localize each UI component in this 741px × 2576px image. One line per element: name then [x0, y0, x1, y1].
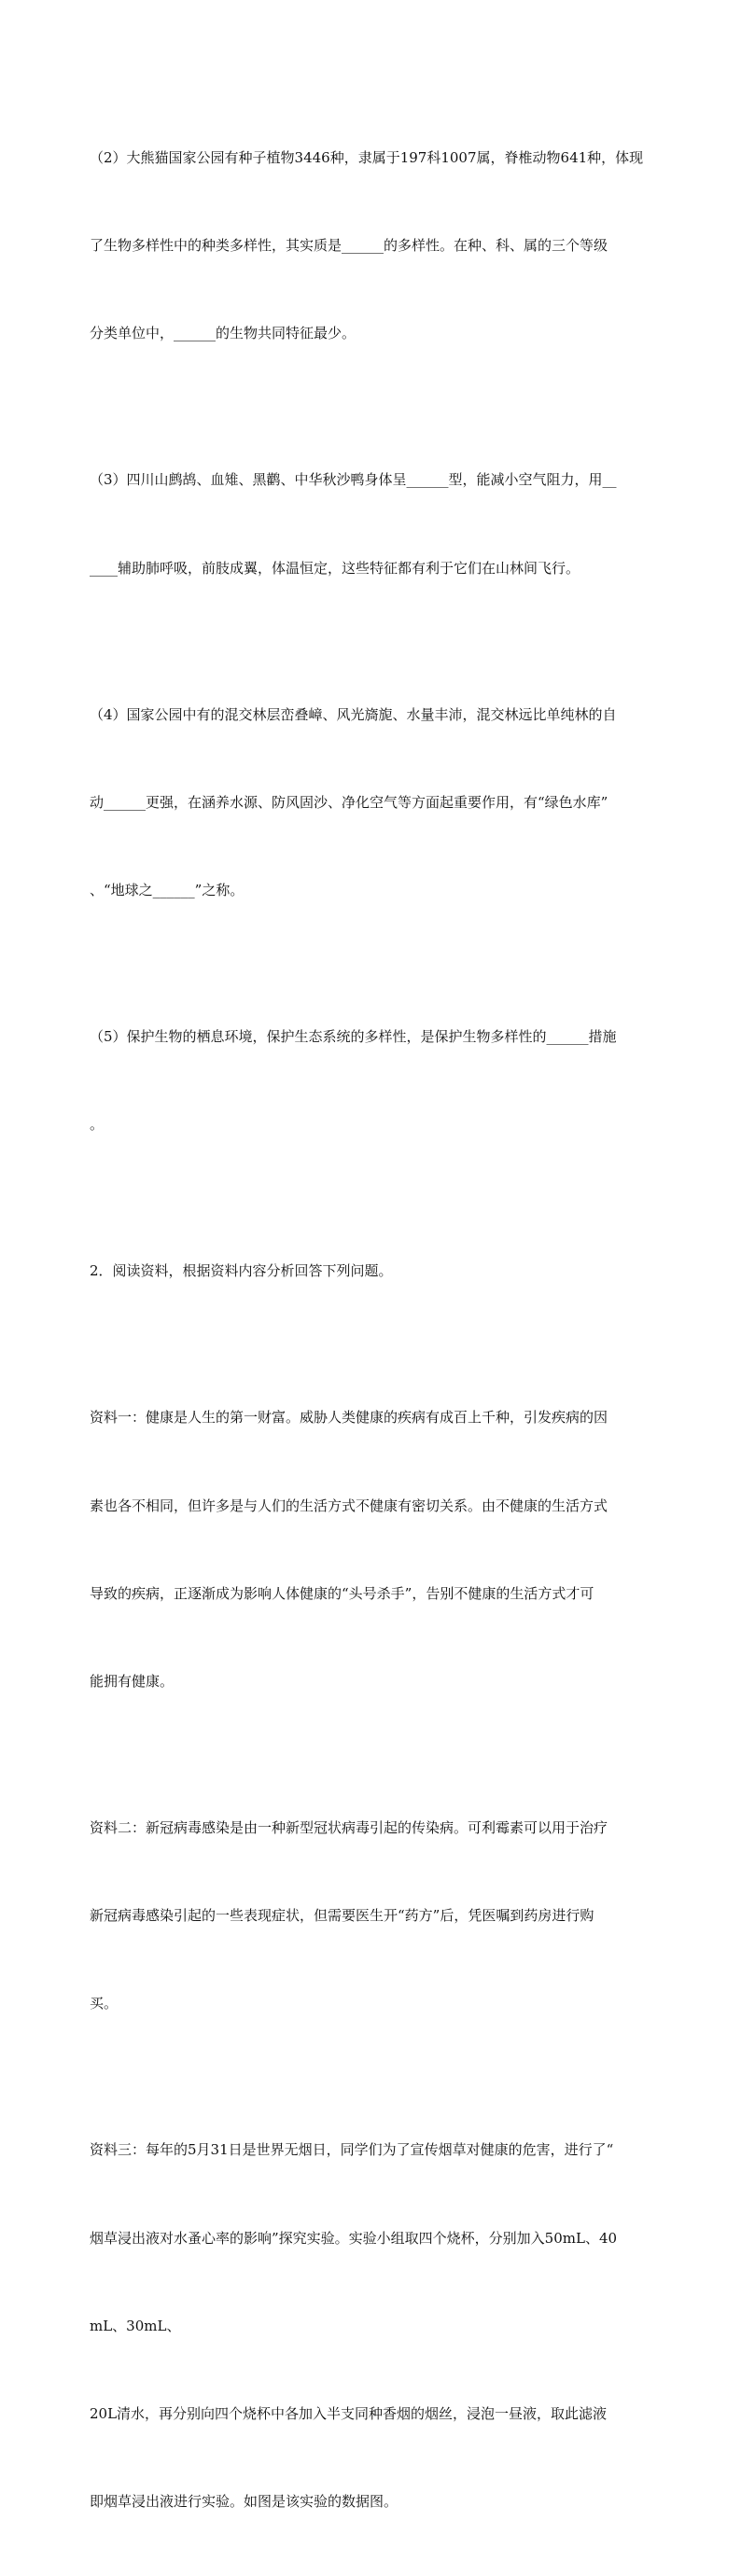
- text-line: 。: [90, 1116, 105, 1134]
- text-line: 新冠病毒感染引起的一些表现症状，但需要医生开“药方”后，凭医嘱到药房进行购: [90, 1907, 594, 1925]
- question-part-4: [90, 642, 651, 964]
- text-line: （5）保护生物的栖息环境，保护生态系统的多样性，是保护生物多样性的______措施: [90, 1028, 617, 1045]
- material-3: [90, 2078, 651, 2576]
- question-2-prompt: [90, 1198, 651, 1344]
- text-line: 能拥有健康。: [90, 1672, 175, 1690]
- text-line: mL、30mL、: [90, 2317, 181, 2334]
- text-line: （4）国家公园中有的混交林层峦叠嶂、风光旖旎、水量丰沛，混交林远比单纯林的自: [90, 705, 617, 723]
- text-line: 资料三：每年的5月31日是世界无烟日，同学们为了宣传烟草对健康的危害，进行了“: [90, 2141, 614, 2159]
- question-part-3: [90, 407, 651, 641]
- material-2: [90, 1755, 651, 2077]
- text-line: 即烟草浸出液进行实验。如图是该实验的数据图。: [90, 2493, 398, 2511]
- text-line: （3）四川山鹧鸪、血雉、黑鹳、中华秋沙鸭身体呈______型，能减小空气阻力，用__: [90, 471, 617, 489]
- material-1: [90, 1344, 651, 1755]
- text-line: 20L清水，再分别向四个烧杯中各加入半支同种香烟的烟丝，浸泡一昼液，取此滤液: [90, 2405, 608, 2423]
- text-line: 资料二：新冠病毒感染是由一种新型冠状病毒引起的传染病。可利霉素可以用于治疗: [90, 1818, 608, 1836]
- question-part-5: [90, 964, 651, 1198]
- text-line: 分类单位中，______的生物共同特征最少。: [90, 325, 357, 342]
- question-part-2: [90, 85, 651, 407]
- text-line: 买。: [90, 1995, 119, 2012]
- text-line: 2．阅读资料，根据资料内容分析回答下列问题。: [90, 1262, 393, 1280]
- text-line: 导致的疾病，正逐渐成为影响人体健康的“头号杀手”，告别不健康的生活方式才可: [90, 1584, 594, 1602]
- text-line: （2）大熊猫国家公园有种子植物3446种，隶属于197科1007属，脊椎动物641种，体现: [90, 148, 644, 166]
- text-line: 素也各不相同，但许多是与人们的生活方式不健康有密切关系。由不健康的生活方式: [90, 1497, 608, 1514]
- text-line: 了生物多样性中的种类多样性，其实质是______的多样性。在种、科、属的三个等级: [90, 237, 608, 255]
- text-line: 动______更强，在涵养水源、防风固沙、净化空气等方面起重要作用，有“绿色水库”: [90, 793, 608, 811]
- text-line: 烟草浸出液对水蚤心率的影响”探究实验。实验小组取四个烧杯，分别加入50mL、40: [90, 2229, 618, 2247]
- text-line: 资料一：健康是人生的第一财富。威胁人类健康的疾病有成百上千种，引发疾病的因: [90, 1409, 608, 1427]
- text-line: ____辅助肺呼吸，前肢成翼，体温恒定，这些特征都有利于它们在山林间飞行。: [90, 559, 580, 577]
- text-line: 、“地球之______”之称。: [90, 881, 245, 898]
